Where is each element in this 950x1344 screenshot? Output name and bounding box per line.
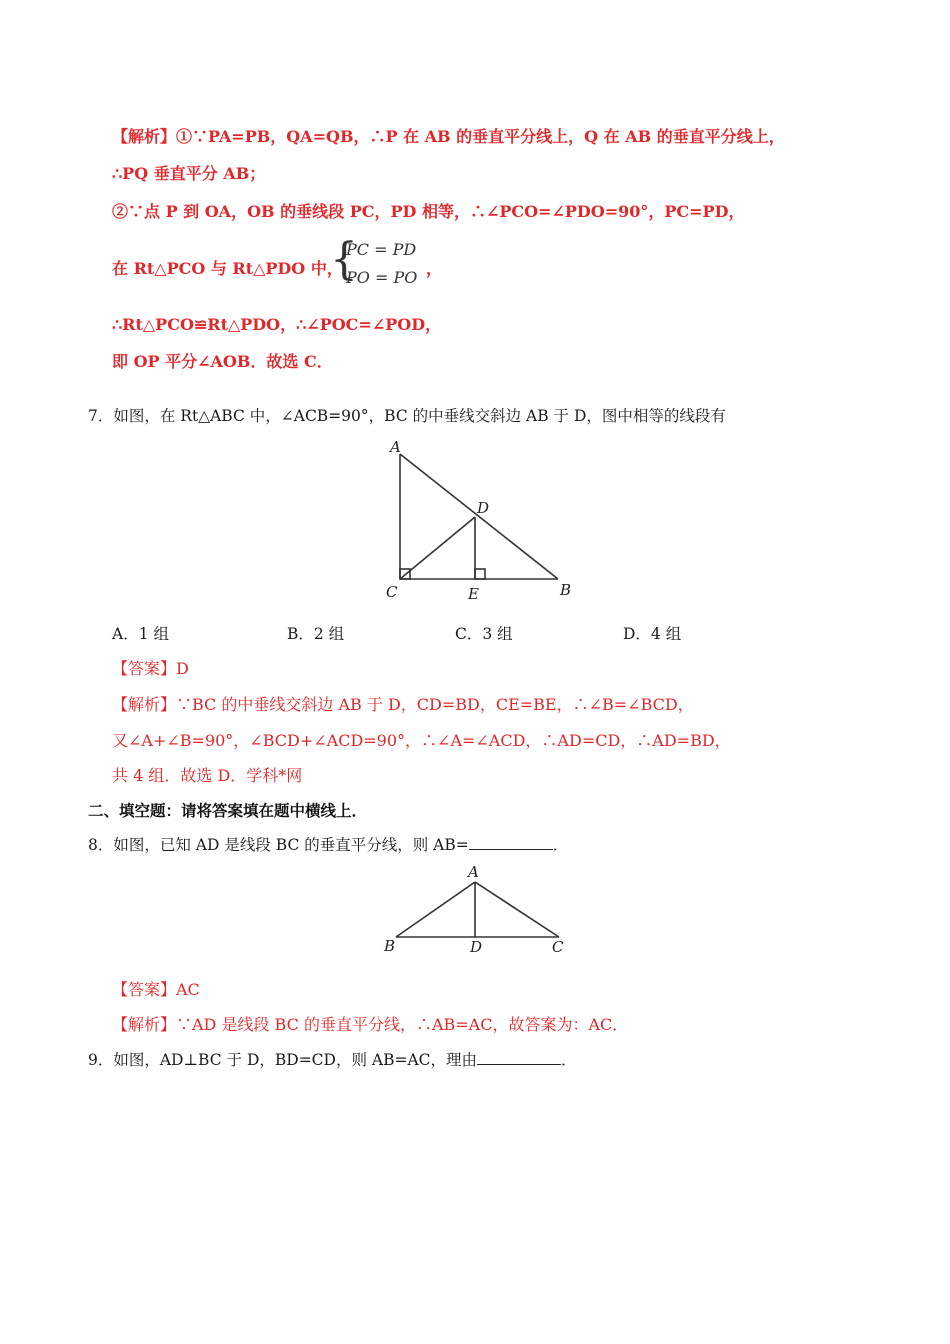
section-2-heading: 二、填空题：请将答案填在题中横线上． <box>88 801 368 820</box>
label-b: B <box>560 581 572 599</box>
solution6-line6: 即 OP 平分∠AOB．故选 C． <box>112 352 333 371</box>
question-9-text-before: 9．如图，AD⊥BC 于 D，BD=CD，则 AB=AC，理由 <box>88 1051 478 1069</box>
label-c: C <box>386 583 398 601</box>
answer-7: 【答案】D <box>112 659 189 678</box>
label-b: B <box>384 937 396 955</box>
question-8-text-before: 8．如图，已知 AD 是线段 BC 的垂直平分线，则 AB= <box>88 836 469 854</box>
solution6-line2: ∴PQ 垂直平分 AB； <box>112 164 266 183</box>
label-d: D <box>470 938 483 956</box>
equation-brace: { <box>330 234 358 285</box>
segment-cd <box>400 517 475 579</box>
triangle-figure-q7 <box>375 434 615 609</box>
analysis-8: 【解析】∵AD 是线段 BC 的垂直平分线，∴AB=AC，故答案为：AC． <box>112 1015 629 1034</box>
option-a: A．1 组 <box>112 625 169 643</box>
solution6-line4-suffix: ， <box>426 259 443 278</box>
analysis-7-line2: 又∠A+∠B=90°，∠BCD+∠ACD=90°，∴∠A=∠ACD，∴AD=CD，∴AD=BD， <box>112 731 731 750</box>
answer-blank-8[interactable] <box>469 835 553 850</box>
equation-2: PO = PO <box>346 268 418 287</box>
question-9-text <box>88 1048 577 1070</box>
label-c: C <box>552 938 564 956</box>
question-9-text-after: ． <box>561 1051 577 1069</box>
label-a: A <box>390 438 401 456</box>
question-8-text-after: ． <box>552 836 569 854</box>
answer-blank-9[interactable] <box>477 1050 561 1065</box>
analysis-7-line3: 共 4 组．故选 D．学科*网 <box>112 766 303 785</box>
label-d: D <box>477 499 490 517</box>
segment-ab <box>396 882 475 937</box>
solution6-line3: ②∵点 P 到 OA，OB 的垂线段 PC，PD 相等，∴∠PCO=∠PDO=90°，PC=PD， <box>112 202 745 221</box>
question-8-text <box>88 833 568 855</box>
solution6-line5: ∴Rt△PCO≌Rt△PDO，∴∠POC=∠POD， <box>112 315 442 334</box>
label-e: E <box>468 585 479 603</box>
solution6-line4-prefix: 在 Rt△PCO 与 Rt△PDO 中， <box>112 259 343 278</box>
answer-8: 【答案】AC <box>112 980 200 999</box>
equation-system <box>346 236 417 292</box>
option-c: C．3 组 <box>455 625 513 643</box>
label-a: A <box>468 863 479 881</box>
triangle-figure-q8 <box>376 860 596 960</box>
option-b: B．2 组 <box>287 625 345 643</box>
question-7-text: 7．如图，在 Rt△ABC 中，∠ACB=90°，BC 的中垂线交斜边 AB 于 D，图中相等的线段有 <box>88 407 726 425</box>
solution6-line1: 【解析】①∵PA=PB，QA=QB，∴P 在 AB 的垂直平分线上，Q 在 AB 的垂直平分线上， <box>112 127 785 146</box>
right-angle-e <box>475 569 485 579</box>
option-d: D．4 组 <box>623 625 682 643</box>
analysis-7-line1: 【解析】∵BC 的中垂线交斜边 AB 于 D，CD=BD，CE=BE，∴∠B=∠BCD， <box>112 695 694 714</box>
segment-ac <box>475 882 559 937</box>
equation-1: PC = PD <box>346 240 417 259</box>
